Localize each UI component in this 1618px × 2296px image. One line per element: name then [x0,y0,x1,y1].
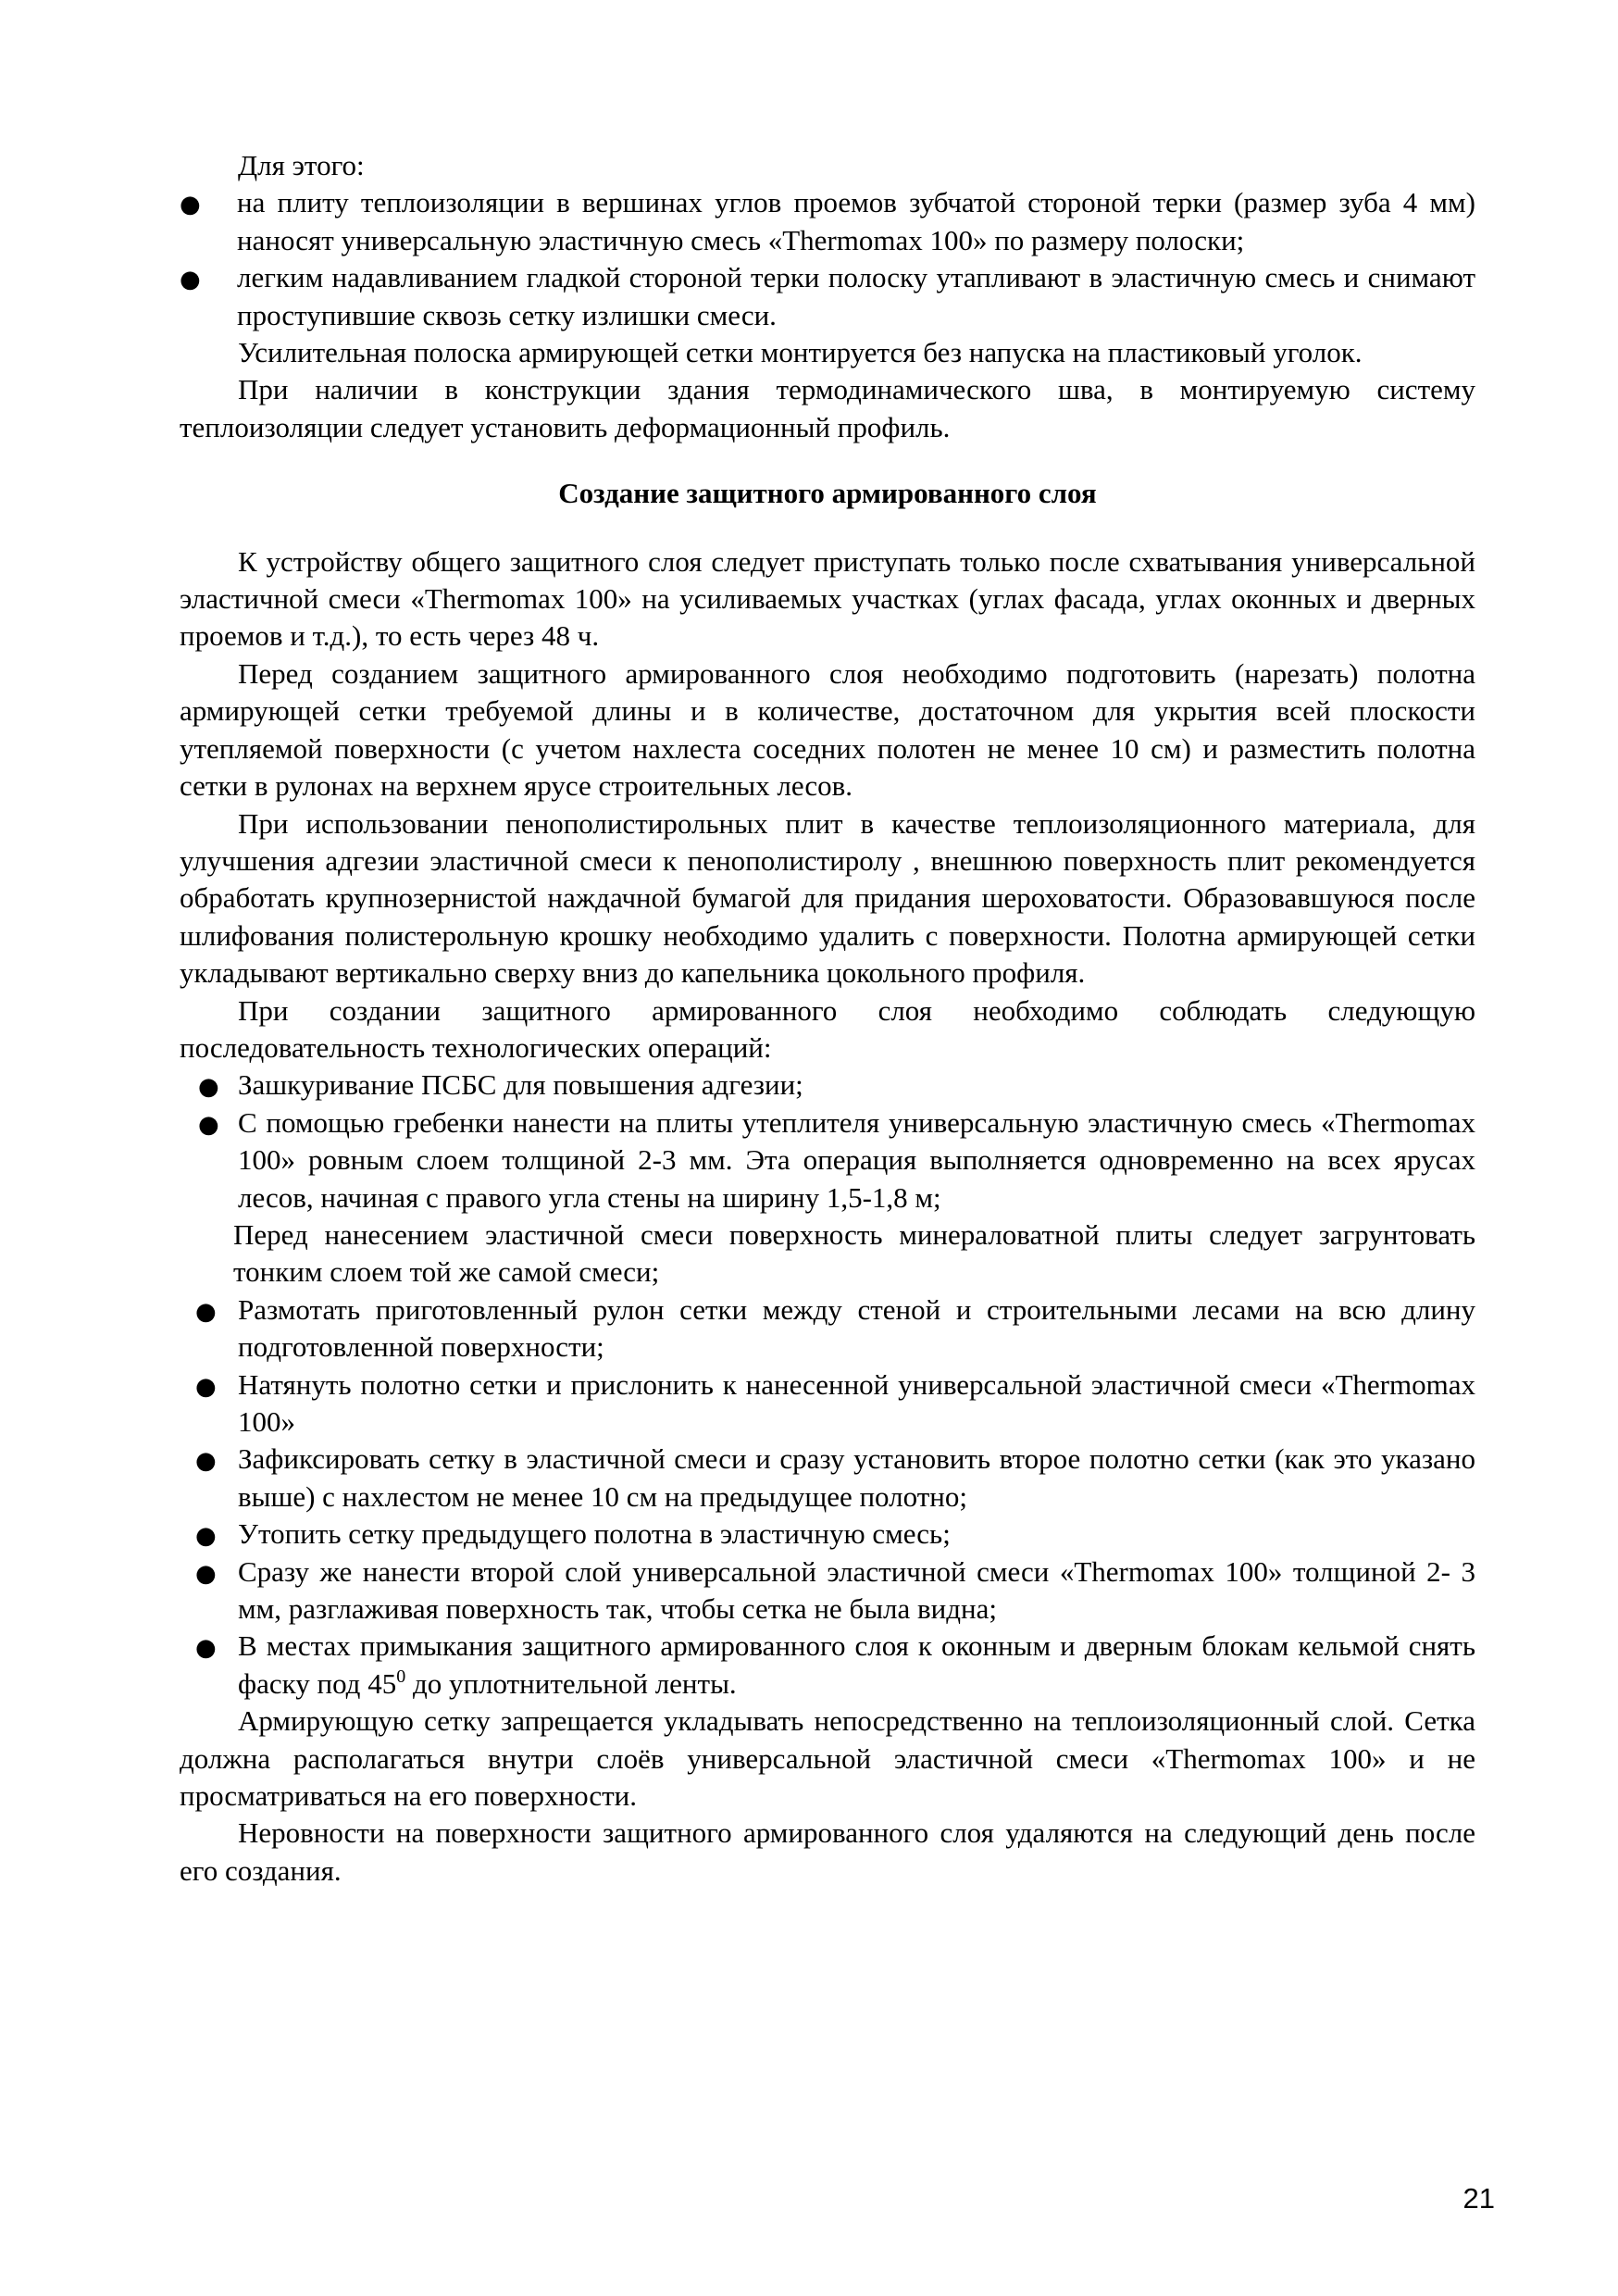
bullet-icon: ● [195,1634,217,1663]
list-item-text: Зафиксировать сетку в эластичной смеси и сразу установить второе полотно сетки (как это указано выше) с нахлестом не менее 10 см на предыдущее полотно; [238,1442,1475,1513]
list-item-text-part: до уплотнительной ленты. [405,1666,737,1700]
list-item-text: Сразу же нанести второй слой универсальной эластичной смеси «Thermomax 100» толщиной 2- 3 мм, разглаживая поверхность так, чтобы сетка не была видна; [238,1554,1475,1626]
bullet-icon: ● [195,1559,217,1588]
bullet-icon: ● [195,1522,217,1551]
list-item-text: С помощью гребенки нанести на плиты утеплителя универсальную эластичную смесь «Thermomax 100» ровным слоем толщиной 2-3 мм. Эта операция выполняется одновременно на всех ярусах лесов, начиная с правого угла стены на ширину 1,5-1,8 м; [238,1105,1475,1214]
bullet-list-operations-continued [180,1292,1475,1703]
document-body [180,147,1475,1890]
paragraph: При использовании пенополистирольных плит в качестве теплоизоляционного материала, для улучшения адгезии эластичной смеси к пенополистиролу , внешнюю поверхность плит рекомендуется обработать крупнозернистой наждачной бумагой для придания шероховатости. Образовавшуюся после шлифования полистерольную крошку необходимо удалить с поверхности. Полотна армирующей сетки укладывают вертикально сверху вниз до капельника цокольного профиля. [180,806,1475,990]
list-item [180,1441,1475,1516]
paragraph: Армирующую сетку запрещается укладывать непосредственно на теплоизоляционный слой. Сетка должна располагаться внутри слоёв универсальной эластичной смеси «Thermomax 100» и не просматриваться на его поверхности. [180,1704,1475,1813]
paragraph: Неровности на поверхности защитного армированного слоя удаляются на следующий день после его создания. [180,1816,1475,1887]
list-item-text: Утопить сетку предыдущего полотна в эластичную смесь; [238,1517,951,1551]
bullet-icon: ● [180,266,201,294]
list-item-text: легким надавливанием гладкой стороной терки полоску утапливают в эластичную смесь и снимают проступившие сквозь сетку излишки смеси. [237,261,1475,331]
list-item-text-part: В местах примыкания защитного армированного слоя к оконным и дверным блокам кельмой снять фаску под 45 [238,1629,1475,1700]
list-item [180,1067,1475,1104]
bullet-icon: ● [195,1372,217,1401]
list-item [180,1554,1475,1628]
degree-superscript: 0 [396,1666,406,1687]
bullet-icon: ● [195,1297,217,1326]
page-number: 21 [1462,2182,1495,2215]
list-item-text: Зашкуривание ПСБС для повышения адгезии; [238,1068,803,1102]
section-heading: Создание защитного армированного слоя [558,477,1097,510]
paragraph: Перед созданием защитного армированного слоя необходимо подготовить (нарезать) полотна армирующей сетки требуемой длины и в количестве, достаточном для укрытия всей плоскости утепляемой поверхности (с учетом нахлеста соседних полотен не менее 10 см) и разместить полотна сетки в рулонах на верхнем ярусе строительных лесов. [180,656,1475,803]
list-item [180,259,1475,334]
list-item [180,184,1475,259]
bullet-icon: ● [180,191,201,219]
paragraph: При создании защитного армированного слоя необходимо соблюдать следующую последовательность технологических операций: [180,993,1475,1064]
list-item-text: Размотать приготовленный рулон сетки между стеной и строительными лесами на всю длину подготовленной поверхности; [238,1292,1475,1364]
paragraph: Усилительная полоска армирующей сетки монтируется без напуска на пластиковый уголок. [238,336,1363,369]
list-item [180,1104,1475,1217]
bullet-icon: ● [198,1110,219,1139]
bullet-icon: ● [195,1447,217,1476]
list-item-text: Натянуть полотно сетки и прислонить к нанесенной универсальной эластичной смеси «Thermomax 100» [238,1367,1475,1438]
list-item-text [238,1629,1475,1699]
paragraph: При наличии в конструкции здания термодинамического шва, в монтируемую систему теплоизоляции следует установить деформационный профиль. [180,373,1475,443]
intro-label: Для этого: [238,149,365,181]
paragraph: К устройству общего защитного слоя следует приступать только после схватывания универсальной эластичной смеси «Thermomax 100» на усиливаемых участках (углах фасада, углах оконных и дверных проемов и т.д.), то есть через 48 ч. [180,544,1475,653]
list-item-text: на плиту теплоизоляции в вершинах углов проемов зубчатой стороной терки (размер зуба 4 мм) наносят универсальную эластичную смесь «Thermomax 100» по размеру полоски; [237,186,1475,256]
list-item [180,1292,1475,1366]
bullet-list-operations [180,1067,1475,1217]
list-item [180,1516,1475,1553]
list-item [180,1366,1475,1441]
bullet-list-application [180,184,1475,334]
list-item-continuation: Перед нанесением эластичной смеси поверхность минераловатной плиты следует загрунтовать тонким слоем той же самой смеси; [233,1217,1475,1289]
list-item [180,1628,1475,1703]
bullet-icon: ● [198,1073,219,1102]
